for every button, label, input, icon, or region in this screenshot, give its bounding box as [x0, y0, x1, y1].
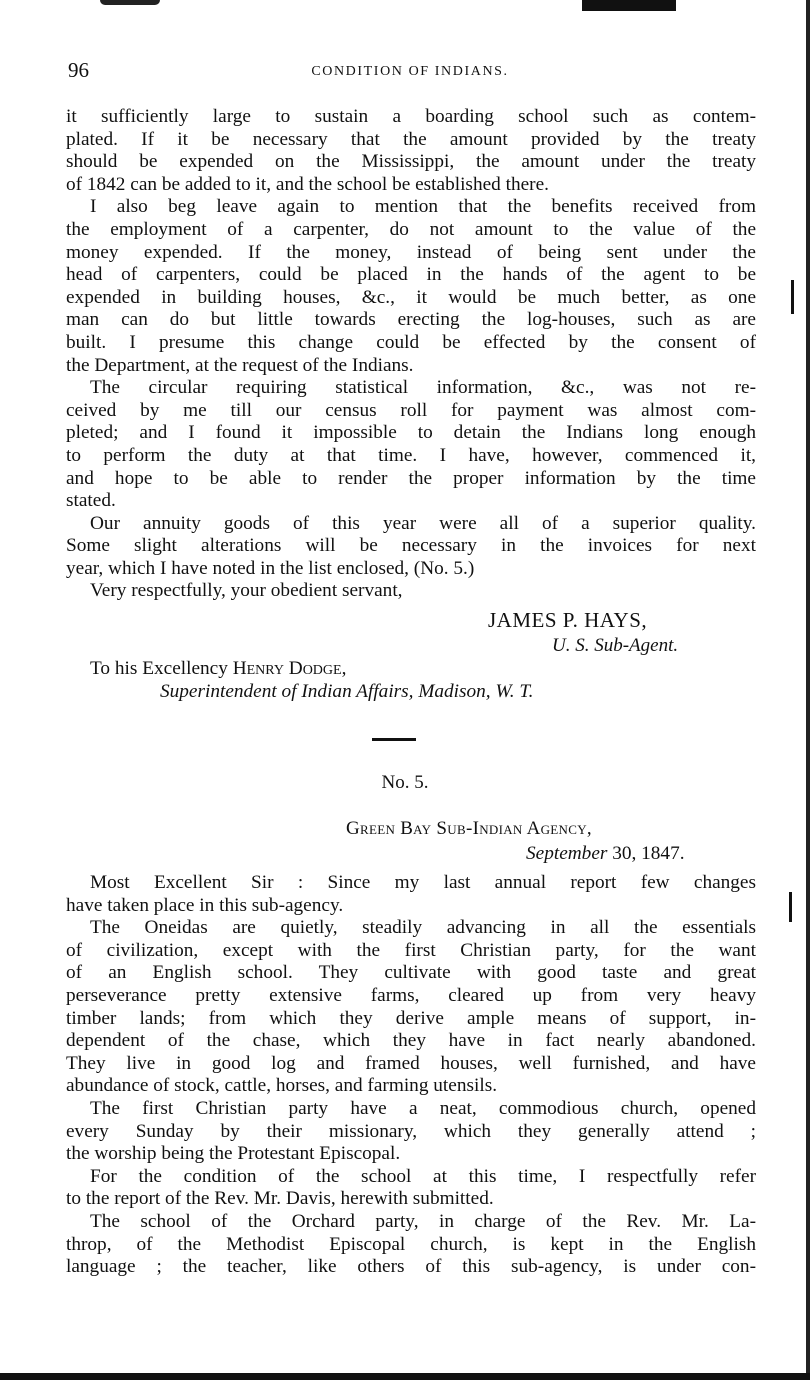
signature-name: JAMES P. HAYS,: [488, 608, 648, 632]
scan-ink-blot: [582, 0, 676, 11]
running-title: CONDITION OF INDIANS.: [311, 64, 509, 79]
text-line: perseverance pretty extensive farms, cleared up from very heavy: [66, 984, 756, 1006]
document-number: No. 5.: [381, 772, 429, 793]
text-line: should be expended on the Mississippi, the amount under the treaty: [66, 151, 756, 173]
text-line: built. I presume this change could be effected by the consent of: [66, 331, 756, 353]
text-line: every Sunday by their missionary, which they generally attend ;: [66, 1120, 756, 1142]
text-line: For the condition of the school at this time, I respectfully refer: [90, 1165, 756, 1187]
text-line: year, which I have noted in the list enclosed, (No. 5.): [66, 557, 475, 579]
text-line: The circular requiring statistical information, &c., was not re-: [90, 377, 756, 399]
dateline-month: September: [526, 843, 608, 864]
text-line: and hope to be able to render the proper information by the time: [66, 467, 756, 489]
text-line: of 1842 can be added to it, and the school be established there.: [66, 173, 549, 195]
scan-margin-mark: [789, 892, 792, 922]
text-line: The first Christian party have a neat, commodious church, opened: [90, 1097, 756, 1119]
text-line: the Department, at the request of the Indians.: [66, 354, 414, 376]
text-line: it sufficiently large to sustain a boarding school such as contem-: [66, 106, 756, 127]
text-line: ceived by me till our census roll for payment was almost com-: [66, 399, 756, 421]
text-line: The school of the Orchard party, in charge of the Rev. Mr. La-: [90, 1210, 756, 1232]
scan-top-edge: [0, 0, 810, 16]
text-line: plated. If it be necessary that the amount provided by the treaty: [66, 128, 756, 150]
addressee-title: Superintendent of Indian Affairs, Madison, W. T.: [160, 681, 534, 702]
scan-right-edge: [806, 0, 810, 1380]
text-line: Most Excellent Sir : Since my last annual report few changes: [90, 872, 756, 893]
text-line: of an English school. They cultivate with good taste and great: [66, 962, 756, 984]
text-line: I also beg leave again to mention that the benefits received from: [90, 196, 756, 218]
signature-title: U. S. Sub-Agent.: [552, 635, 679, 656]
letter-body: [66, 106, 756, 603]
text-line: to the report of the Rev. Mr. Davis, herewith submitted.: [66, 1188, 494, 1210]
text-line: The Oneidas are quietly, steadily advancing in all the essentials: [90, 917, 756, 939]
text-line: to perform the duty at that time. I have, however, commenced it,: [66, 444, 756, 466]
text-line: man can do but little towards erecting the log-houses, such as are: [66, 309, 756, 331]
text-line: timber lands; from which they derive ample means of support, in-: [66, 1007, 756, 1029]
scan-margin-mark: [791, 280, 794, 314]
text-line: the employment of a carpenter, do not amount to the value of the: [66, 218, 756, 240]
text-line: money expended. If the money, instead of being sent under the: [66, 241, 756, 263]
text-line: Our annuity goods of this year were all of a superior quality.: [90, 512, 756, 534]
text-line: dependent of the chase, which they have in fact nearly abandoned.: [66, 1030, 756, 1052]
text-line: Very respectfully, your obedient servant,: [90, 580, 403, 602]
text-line: throp, of the Methodist Episcopal church, is kept in the English: [66, 1233, 756, 1255]
text-line: have taken place in this sub-agency.: [66, 894, 344, 916]
text-line: expended in building houses, &c., it would be much better, as one: [66, 286, 756, 308]
addressee-prefix: To his Excellency: [90, 658, 228, 679]
page-header: [30, 58, 790, 92]
text-line: Some slight alterations will be necessary in the invoices for next: [66, 535, 756, 557]
addressee-name: Henry Dodge,: [232, 658, 347, 679]
text-line: abundance of stock, cattle, horses, and farming utensils.: [66, 1075, 498, 1097]
dateline-day-year: 30, 1847.: [612, 843, 685, 864]
page-number: 96: [68, 58, 89, 82]
report-body: [66, 872, 756, 1279]
section-divider: [372, 738, 416, 741]
addressee: [90, 658, 346, 680]
text-line: language ; the teacher, like others of this sub-agency, is under con-: [66, 1256, 756, 1278]
dateline-date: [526, 843, 685, 865]
scan-bottom-edge: [0, 1373, 810, 1380]
text-line: pleted; and I found it impossible to detain the Indians long enough: [66, 422, 756, 444]
text-line: of civilization, except with the first Christian party, for the want: [66, 939, 756, 961]
scan-ink-blot: [100, 0, 160, 5]
text-line: the worship being the Protestant Episcopal.: [66, 1143, 401, 1165]
text-line: head of carpenters, could be placed in the hands of the agent to be: [66, 264, 756, 286]
text-line: They live in good log and framed houses, well furnished, and have: [66, 1052, 756, 1074]
text-line: stated.: [66, 490, 116, 512]
dateline-place: Green Bay Sub-Indian Agency,: [346, 818, 592, 839]
